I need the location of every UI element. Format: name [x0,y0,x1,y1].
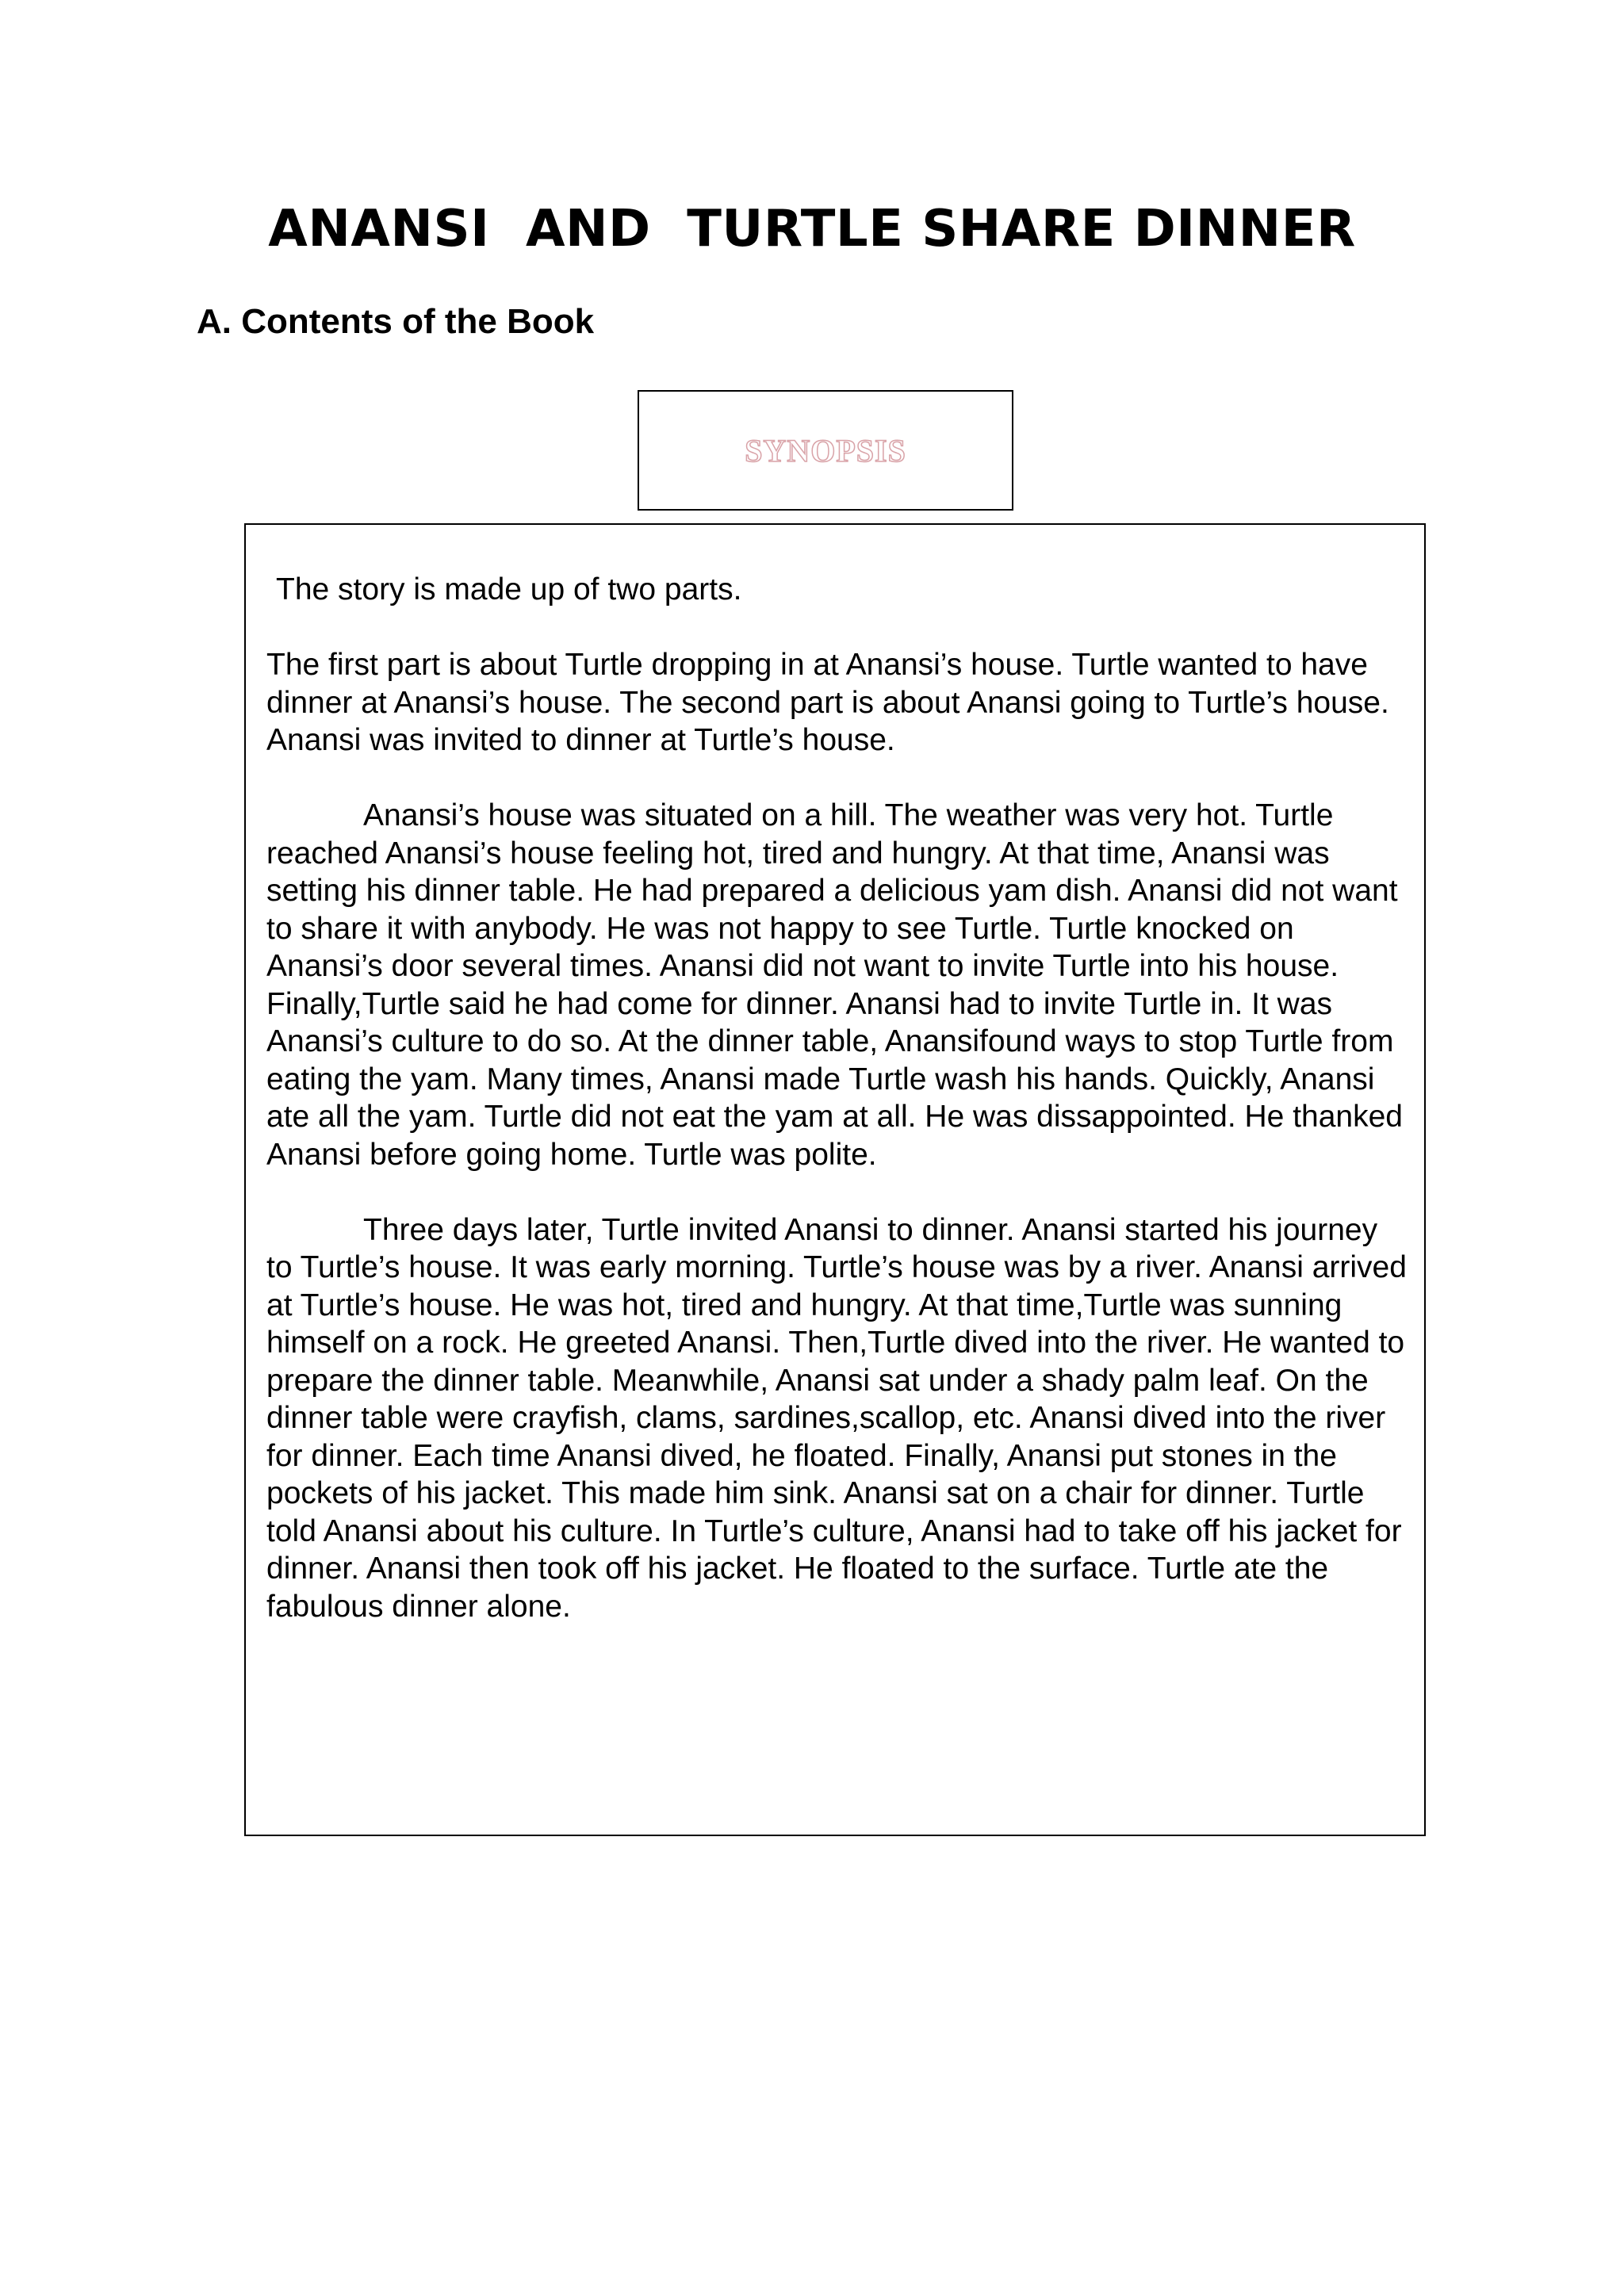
synopsis-text [266,571,1408,1625]
paragraph-part-two: Three days later, Turtle invited Anansi to dinner. Anansi started his journey to Turtle’s house. It was early morning. Turtle’s house was by a river. Anansi arrived at Turtle’s house. He was hot, tired and hungry. At that time,Turtle was sunning himself on a rock. He greeted Anansi. Then,Turtle dived into the river. He wanted to prepare the dinner table. Meanwhile, Anansi sat under a shady palm leaf. On the dinner table were crayfish, clams, sardines,scallop, etc. Anansi dived into the river for dinner. Each time Anansi dived, he floated. Finally, Anansi put stones in the pockets of his jacket. This made him sink. Anansi sat on a chair for dinner. Turtle told Anansi about his culture. In Turtle’s culture, Anansi had to take off his jacket for dinner. Anansi then took off his jacket. He floated to the surface. Turtle ate the fabulous dinner alone. [266,1212,1407,1624]
synopsis-label: SYNOPSIS [745,432,906,469]
page-title: ANANSI AND TURTLE SHARE DINNER [268,200,1356,258]
paragraph-part-one: Anansi’s house was situated on a hill. The weather was very hot. Turtle reached Anansi’s house feeling hot, tired and hungry. At that time, Anansi was setting his dinner table. He had prepared a delicious yam dish. Anansi did not want to share it with anybody. He was not happy to see Turtle. Turtle knocked on Anansi’s door several times. Anansi did not want to invite Turtle into his house. Finally,Turtle said he had come for dinner. Anansi had to invite Turtle in. It was Anansi’s culture to do so. At the dinner table, Anansifound ways to stop Turtle from eating the yam. Many times, Anansi made Turtle wash his hands. Quickly, Anansi ate all the yam. Turtle did not eat the yam at all. He was dissappointed. He thanked Anansi before going home. Turtle was polite. [266,798,1403,1172]
paragraph-intro: The story is made up of two parts. [276,572,742,607]
paragraph-overview: The first part is about Turtle dropping in at Anansi’s house. Turtle wanted to have dinner at Anansi’s house. The second part is about Anansi going to Turtle’s house. Anansi was invited to dinner at Turtle’s house. [266,648,1389,757]
section-heading: A. Contents of the Book [197,302,595,341]
synopsis-content-box [244,523,1426,1836]
synopsis-label-box [638,390,1013,511]
